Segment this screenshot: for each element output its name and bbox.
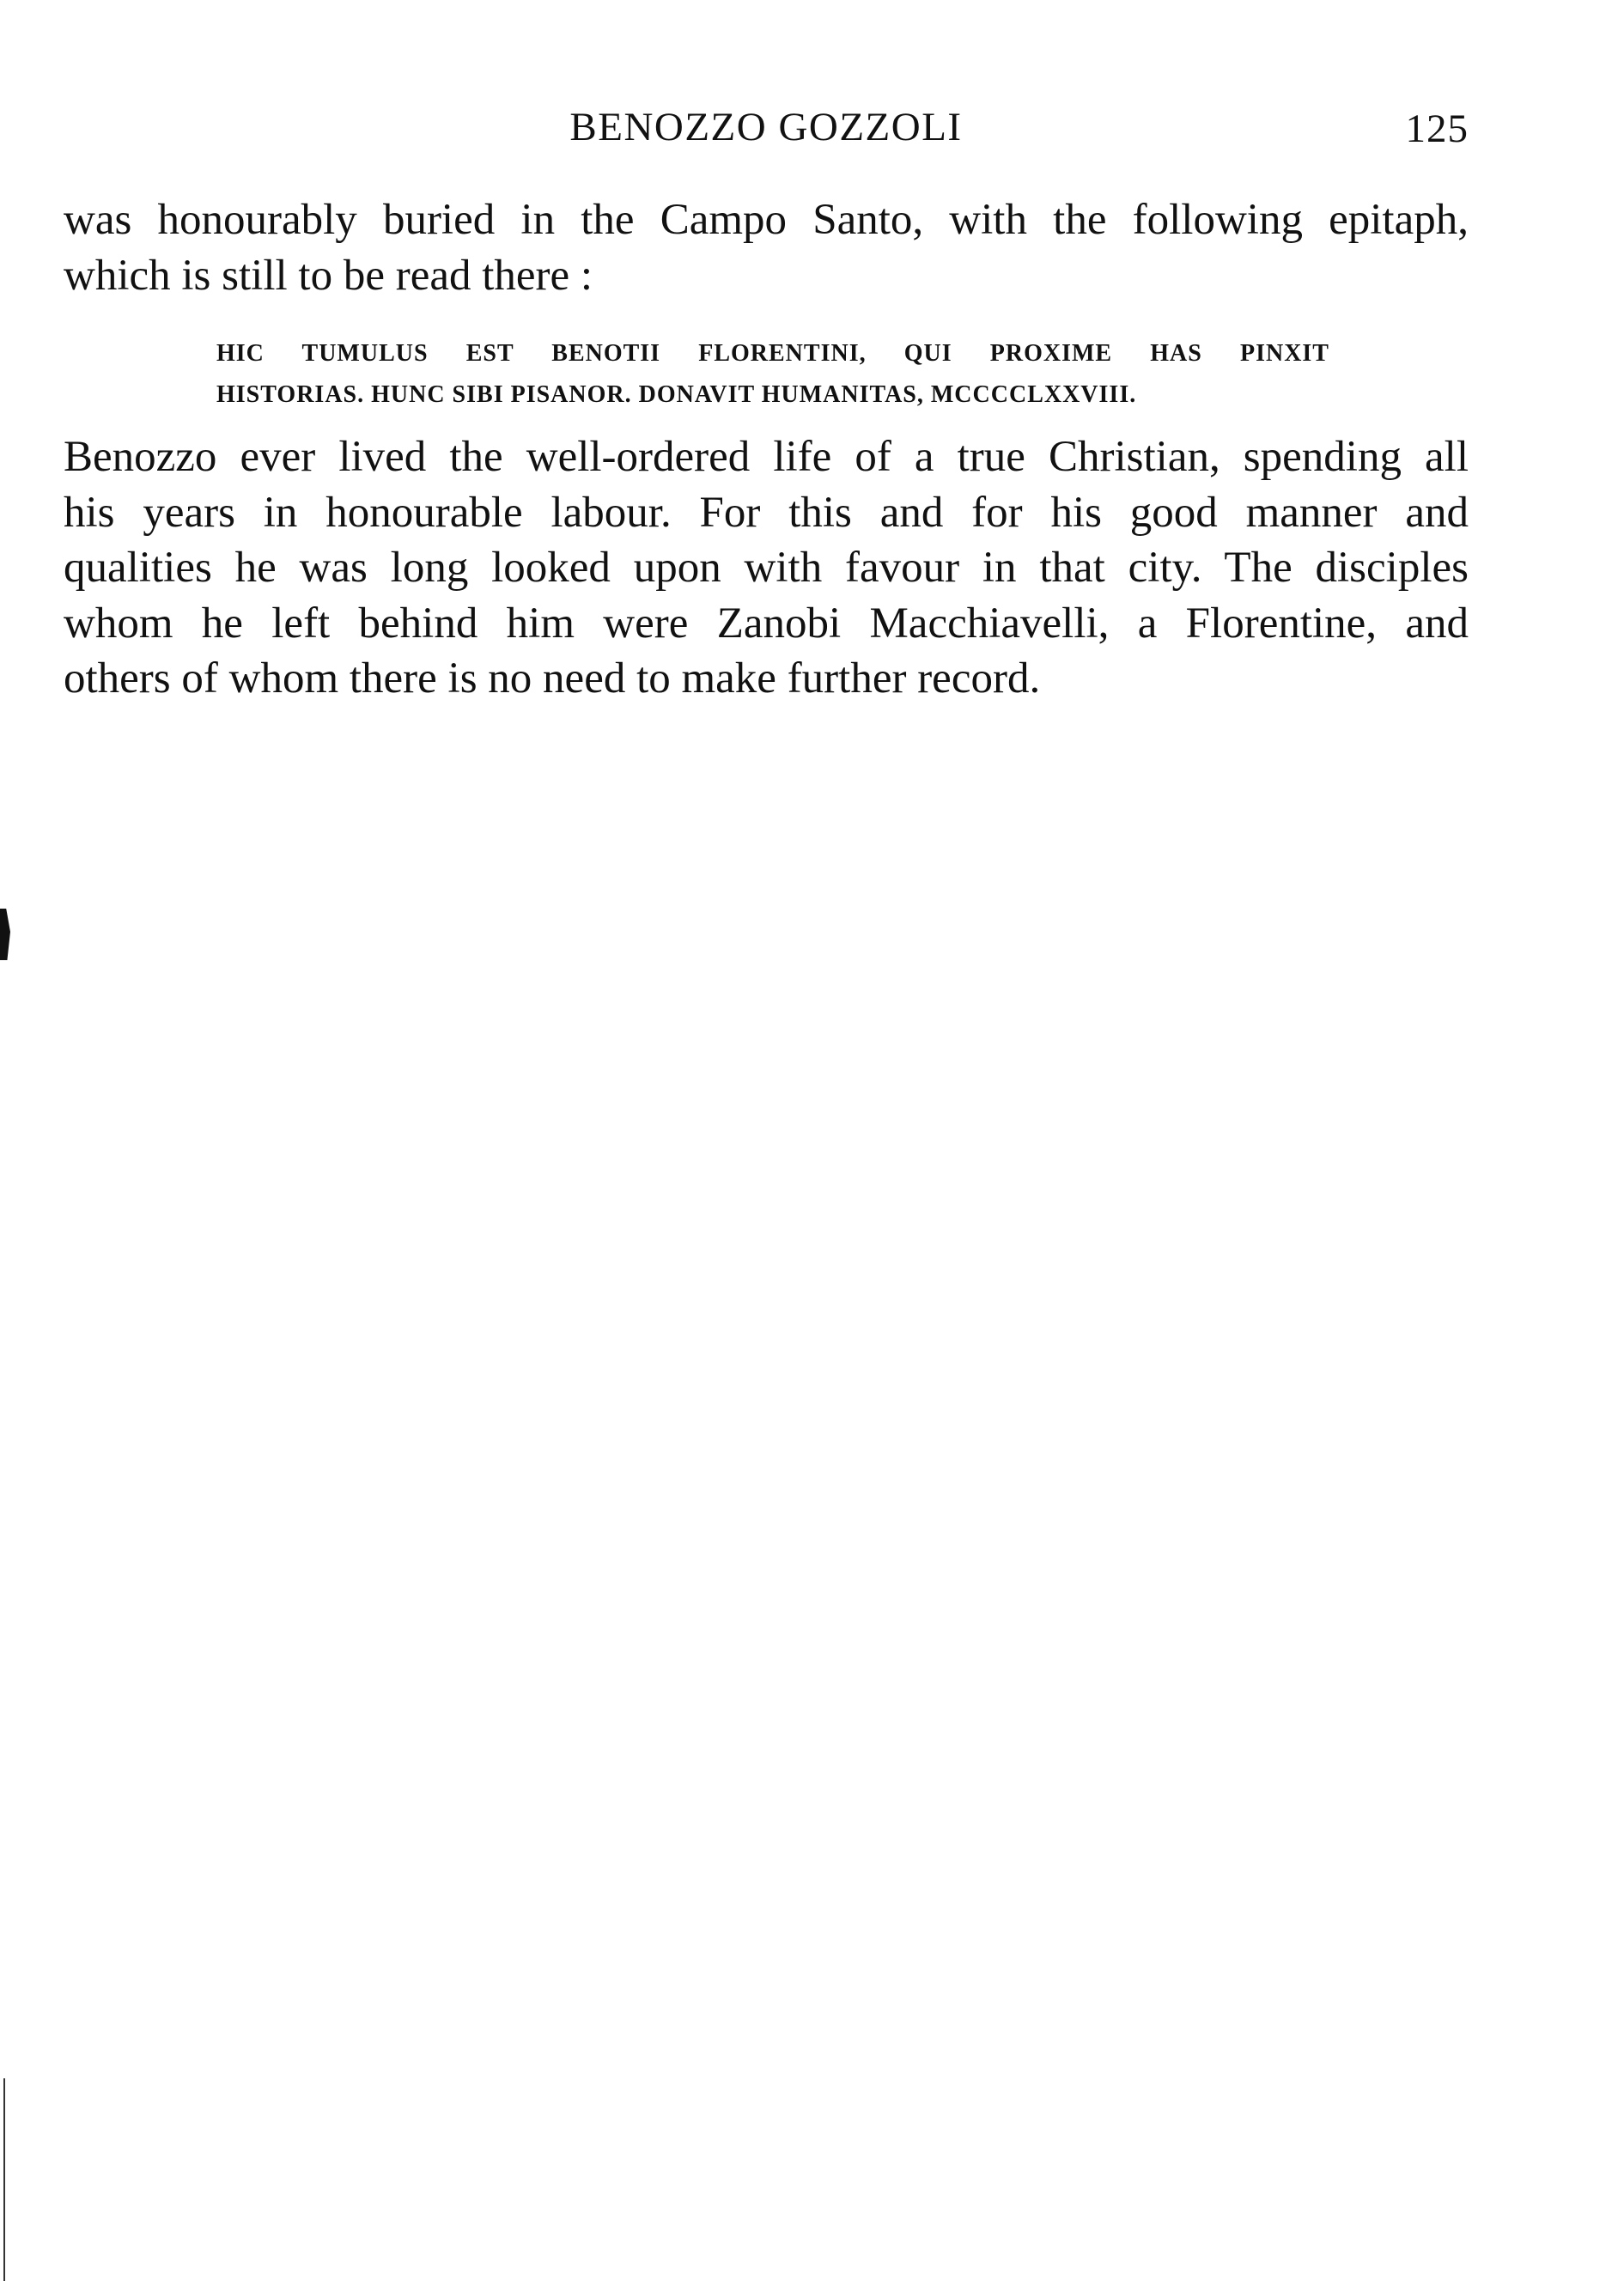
paragraph-2 <box>64 429 1469 707</box>
scan-edge-line <box>3 2078 5 2281</box>
running-head <box>64 101 1469 153</box>
running-title: BENOZZO GOZZOLI <box>569 105 963 149</box>
text-line: which is still to be read there : <box>64 251 593 300</box>
paragraph-1 <box>64 192 1469 303</box>
epitaph-inscription <box>216 333 1329 416</box>
text-line: was honourably buried in the Campo Santo, with the following epitaph, <box>64 196 1469 244</box>
text-line: qualities he was long looked upon with favour in that city. The disciples <box>64 544 1469 592</box>
text-line: Benozzo ever lived the well-ordered life of a true Christian, spending all <box>64 433 1469 481</box>
text-line: others of whom there is no need to make further record. <box>64 654 1041 703</box>
epitaph-line: HISTORIAS. HUNC SIBI PISANOR. DONAVIT HUMANITAS, MCCCCLXXVIII. <box>216 381 1137 408</box>
text-line: his years in honourable labour. For this and for his good manner and <box>64 488 1469 537</box>
scan-edge-mark <box>0 909 10 960</box>
text-line: whom he left behind him were Zanobi Macchiavelli, a Florentine, and <box>64 599 1469 648</box>
page-number: 125 <box>1405 106 1469 151</box>
epitaph-line: HIC TUMULUS EST BENOTII FLORENTINI, QUI PROXIME HAS PINXIT <box>216 340 1329 367</box>
